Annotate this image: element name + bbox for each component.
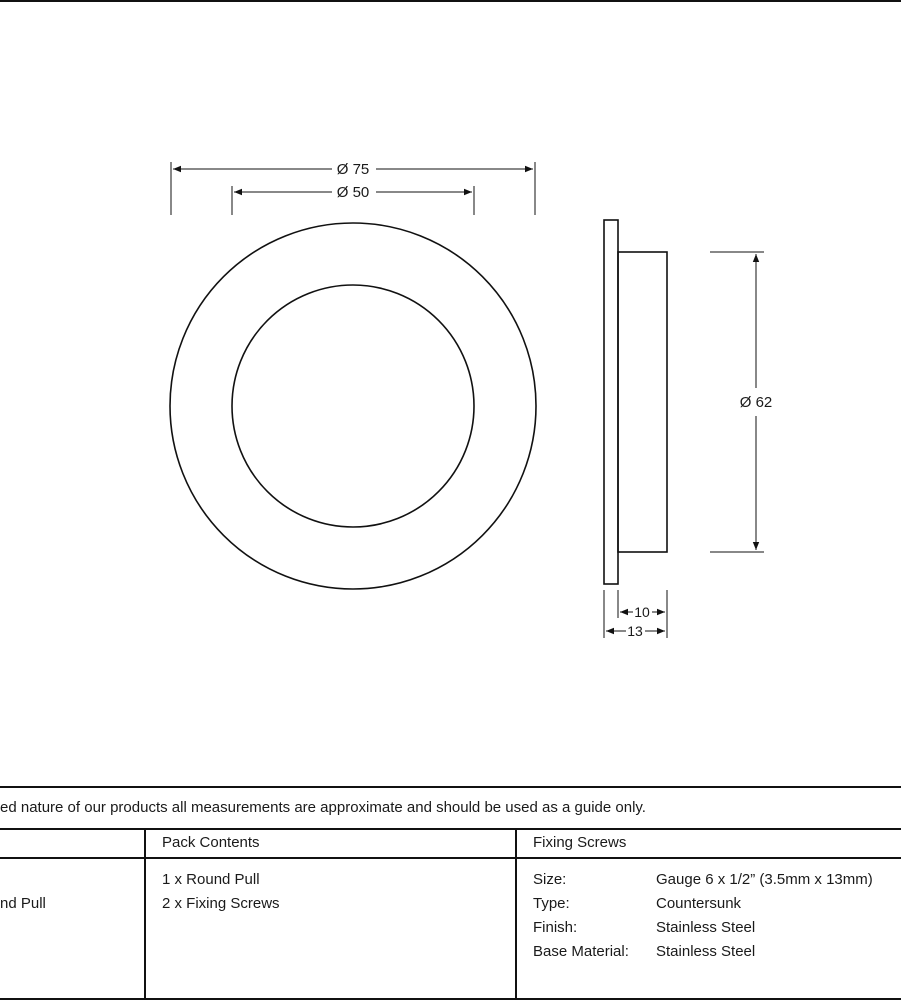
spec-label-finish: Finish: — [533, 919, 578, 936]
col1-product-name: nd Pull — [0, 895, 46, 912]
inner-diameter-dimension — [232, 184, 474, 215]
pack-contents-header: Pack Contents — [162, 834, 260, 851]
fixing-screws-header: Fixing Screws — [533, 834, 627, 851]
depth-dimensions — [604, 590, 667, 639]
table-header-top-border — [0, 828, 901, 830]
side-diameter-dimension — [710, 252, 772, 552]
pack-contents-item: 2 x Fixing Screws — [162, 895, 280, 912]
spec-label-size: Size: — [533, 871, 567, 888]
spec-value-type: Countersunk — [656, 895, 742, 912]
spec-value-base-material: Stainless Steel — [656, 943, 756, 960]
outer-ring-circle — [170, 223, 536, 589]
spec-value-finish: Stainless Steel — [656, 919, 756, 936]
table-header-bottom-border — [0, 857, 901, 859]
outer-diameter-label: Ø 75 — [336, 161, 370, 178]
inner-cup-circle — [232, 285, 474, 527]
inner-diameter-label: Ø 50 — [336, 184, 370, 201]
spec-label-base-material: Base Material: — [533, 943, 629, 960]
spec-value-size: Gauge 6 x 1/2” (3.5mm x 13mm) — [656, 871, 873, 888]
disclaimer-text: ed nature of our products all measurements are approximate and should be used as a guide only. — [0, 799, 646, 816]
table-top-border — [0, 786, 901, 788]
column-divider — [515, 828, 517, 1000]
depth-body-label: 10 — [634, 604, 650, 620]
info-table — [0, 786, 901, 1001]
depth-total-label: 13 — [627, 623, 643, 639]
table-bottom-border — [0, 998, 901, 1000]
spec-label-type: Type: — [533, 895, 570, 912]
pack-contents-item: 1 x Round Pull — [162, 871, 260, 888]
column-divider — [144, 828, 146, 1000]
side-diameter-label: Ø 62 — [739, 394, 773, 411]
side-profile — [604, 220, 667, 584]
